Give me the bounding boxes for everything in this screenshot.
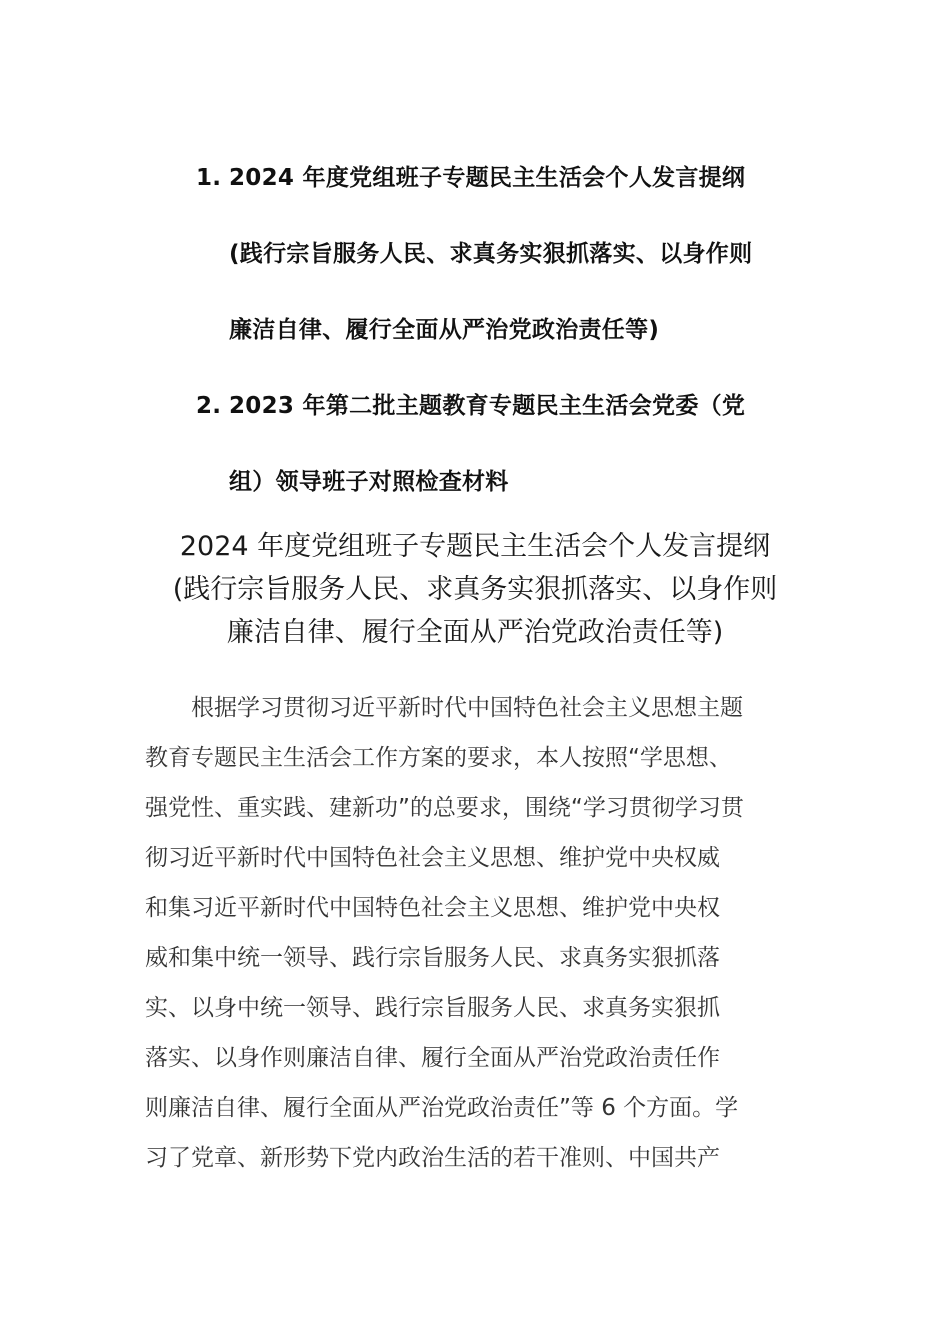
body-line: 根据学习贯彻习近平新时代中国特色社会主义思想主题 (191, 695, 743, 721)
body-line: 彻习近平新时代中国特色社会主义思想、维护党中央权威 (145, 845, 720, 871)
table-of-contents (196, 140, 826, 520)
toc-item-line: 2024 年度党组班子专题民主生活会个人发言提纲 (229, 165, 746, 191)
toc-item-number: 1. (196, 165, 222, 191)
toc-item-line: (践行宗旨服务人民、求真务实狠抓落实、以身作则 (229, 241, 753, 267)
toc-item-2[interactable] (196, 368, 826, 520)
body-line: 则廉洁自律、履行全面从严治党政治责任”等 6 个方面。学 (145, 1095, 739, 1121)
body-line: 落实、以身作则廉洁自律、履行全面从严治党政治责任作 (145, 1045, 720, 1071)
document-title (60, 525, 890, 654)
title-line: 廉洁自律、履行全面从严治党政治责任等) (226, 617, 724, 648)
body-line: 教育专题民主生活会工作方案的要求，本人按照“学思想、 (145, 745, 732, 771)
toc-item-line: 2023 年第二批主题教育专题民主生活会党委（党 (229, 393, 746, 419)
body-paragraph (145, 683, 815, 1183)
toc-item-1[interactable] (196, 140, 826, 368)
toc-item-number: 2. (196, 393, 222, 419)
title-line: 2024 年度党组班子专题民主生活会个人发言提纲 (179, 531, 771, 562)
toc-item-line: 组）领导班子对照检查材料 (229, 469, 509, 495)
body-line: 实、以身中统一领导、践行宗旨服务人民、求真务实狠抓 (145, 995, 720, 1021)
title-line: (践行宗旨服务人民、求真务实狠抓落实、以身作则 (172, 574, 778, 605)
body-line: 习了党章、新形势下党内政治生活的若干准则、中国共产 (145, 1145, 720, 1171)
toc-item-line: 廉洁自律、履行全面从严治党政治责任等) (229, 317, 660, 343)
body-line: 和集习近平新时代中国特色社会主义思想、维护党中央权 (145, 895, 720, 921)
body-line: 强党性、重实践、建新功”的总要求，围绕“学习贯彻学习贯 (145, 795, 744, 821)
body-line: 威和集中统一领导、践行宗旨服务人民、求真务实狠抓落 (145, 945, 720, 971)
